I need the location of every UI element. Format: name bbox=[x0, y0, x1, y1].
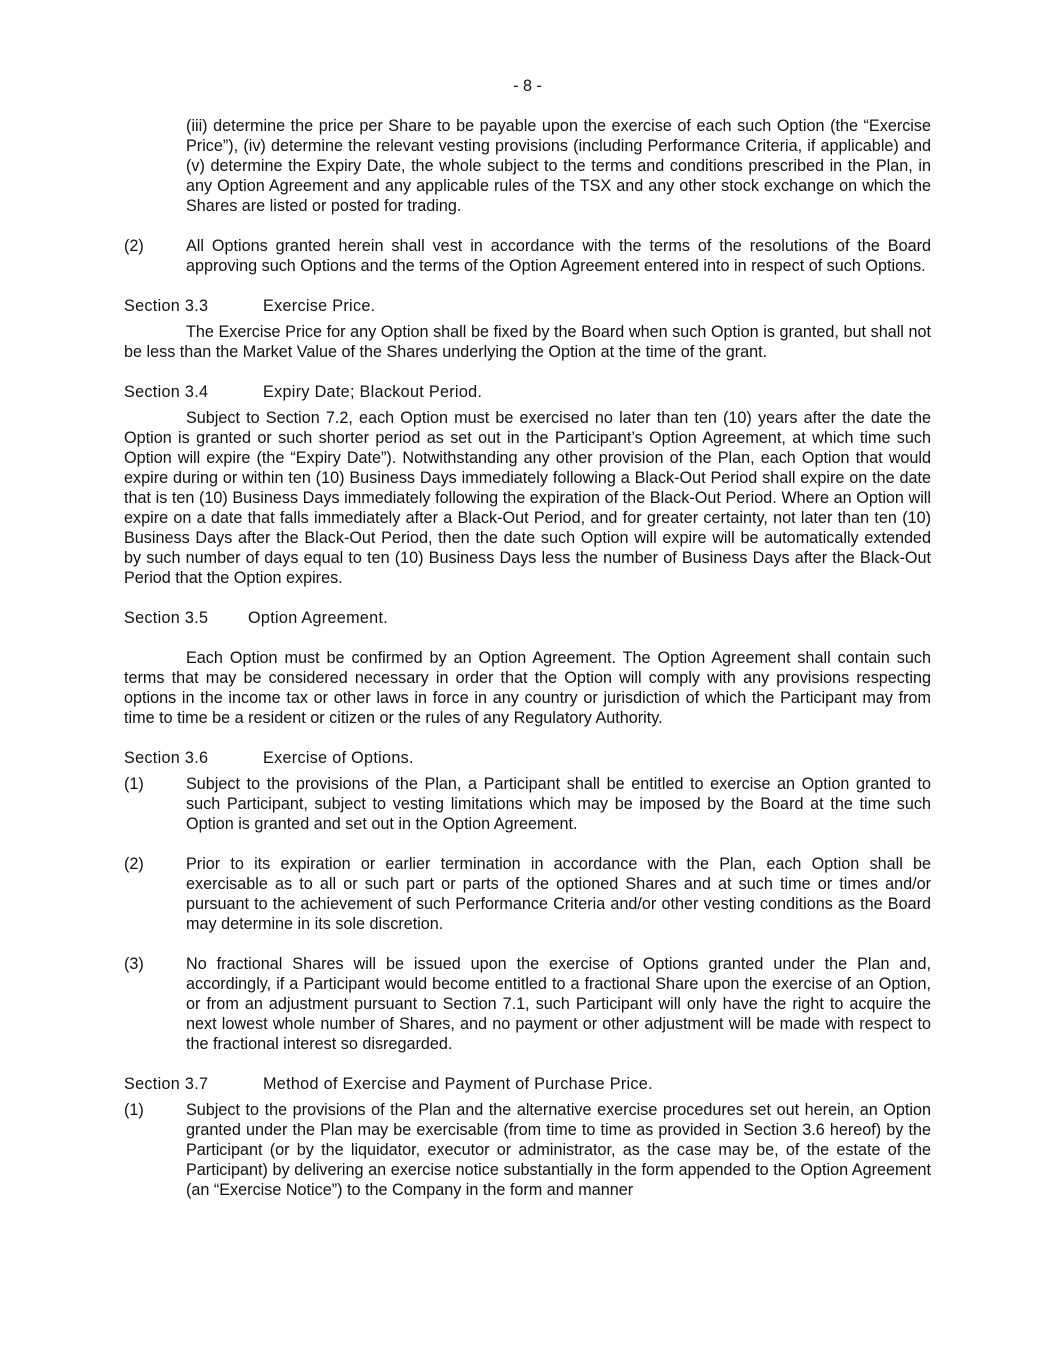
section-heading-3-6 bbox=[124, 748, 931, 768]
list-item bbox=[124, 236, 931, 276]
section-title: Method of Exercise and Payment of Purchase Price. bbox=[263, 1075, 653, 1093]
list-item-text: Prior to its expiration or earlier termination in accordance with the Plan, each Option shall be exercisable as to all or such part or parts of the optioned Shares and at such time or times and/or pursuant to the achievement of such Performance Criteria and/or other vesting conditions as the Board may determine in its sole discretion. bbox=[186, 855, 931, 933]
list-item bbox=[124, 774, 931, 834]
section-number: Section 3.7 bbox=[124, 1075, 209, 1093]
list-item-number: (3) bbox=[124, 955, 144, 973]
section-heading-3-3 bbox=[124, 296, 931, 316]
document-page bbox=[124, 76, 931, 1200]
list-item bbox=[124, 854, 931, 934]
page-number: - 8 - bbox=[513, 77, 542, 95]
continued-paragraph: (iii) determine the price per Share to be payable upon the exercise of each such Option (the “Exercise Price”), (iv) determine the relevant vesting provisions (including Performance Criteria, if applicable) and (v) determine the Expiry Date, the whole subject to the terms and conditions prescribed in the Plan, in any Option Agreement and any applicable rules of the TSX and any other stock exchange on which the Shares are listed or posted for trading. bbox=[186, 117, 931, 215]
list-item-text: Subject to the provisions of the Plan and the alternative exercise procedures set out herein, an Option granted under the Plan may be exercisable (from time to time as provided in Section 3.6 hereof) by the Participant (or by the liquidator, executor or administrator, as the case may be, of the estate of the Participant) by delivering an exercise notice substantially in the form appended to the Option Agreement (an “Exercise Notice”) to the Company in the form and manner bbox=[186, 1101, 931, 1199]
section-3-3-body: The Exercise Price for any Option shall be fixed by the Board when such Option is granted, but shall not be less than the Market Value of the Shares underlying the Option at the time of the grant. bbox=[124, 323, 931, 361]
section-number: Section 3.6 bbox=[124, 749, 209, 767]
section-title: Exercise of Options. bbox=[263, 749, 414, 767]
list-item-text: Subject to the provisions of the Plan, a Participant shall be entitled to exercise an Option granted to such Participant, subject to vesting limitations which may be imposed by the Board at the time such Option is granted and set out in the Option Agreement. bbox=[186, 775, 931, 833]
section-heading-3-5 bbox=[124, 608, 931, 628]
section-number: Section 3.5 bbox=[124, 609, 209, 627]
list-item bbox=[124, 1100, 931, 1200]
section-3-5-body: Each Option must be confirmed by an Option Agreement. The Option Agreement shall contain such terms that may be considered necessary in order that the Option will comply with any provisions respecting options in the income tax or other laws in force in any country or jurisdiction of which the Participant may from time to time be a resident or citizen or the rules of any Regulatory Authority. bbox=[124, 649, 931, 727]
section-3-4-body: Subject to Section 7.2, each Option must be exercised no later than ten (10) years after the date the Option is granted or such shorter period as set out in the Participant’s Option Agreement, at which time such Option will expire (the “Expiry Date”). Notwithstanding any other provision of the Plan, each Option that would expire during or within ten (10) Business Days immediately following a Black-Out Period shall expire on the date that is ten (10) Business Days immediately following the expiration of the Black-Out Period. Where an Option will expire on a date that falls immediately after a Black-Out Period, and for greater certainty, not later than ten (10) Business Days after the Black-Out Period, then the date such Option will expire will be automatically extended by such number of days equal to ten (10) Business Days less the number of Business Days after the Black-Out Period that the Option expires. bbox=[124, 409, 931, 587]
list-item-number: (1) bbox=[124, 1101, 144, 1119]
section-number: Section 3.3 bbox=[124, 297, 209, 315]
section-number: Section 3.4 bbox=[124, 383, 209, 401]
list-item-number: (1) bbox=[124, 775, 144, 793]
list-item-number: (2) bbox=[124, 855, 144, 873]
list-item bbox=[124, 954, 931, 1054]
list-item-number: (2) bbox=[124, 237, 144, 255]
section-title: Expiry Date; Blackout Period. bbox=[263, 383, 483, 401]
list-item-text: All Options granted herein shall vest in accordance with the terms of the resolutions of the Board approving such Options and the terms of the Option Agreement entered into in respect of such Options. bbox=[186, 237, 931, 275]
section-heading-3-4 bbox=[124, 382, 931, 402]
section-title: Exercise Price. bbox=[263, 297, 376, 315]
section-heading-3-7 bbox=[124, 1074, 931, 1094]
list-item-text: No fractional Shares will be issued upon the exercise of Options granted under the Plan and, accordingly, if a Participant would become entitled to a fractional Share upon the exercise of an Option, or from an adjustment pursuant to Section 7.1, such Participant will only have the right to acquire the next lowest whole number of Shares, and no payment or other adjustment will be made with respect to the fractional interest so disregarded. bbox=[186, 955, 931, 1053]
section-title: Option Agreement. bbox=[248, 609, 389, 627]
